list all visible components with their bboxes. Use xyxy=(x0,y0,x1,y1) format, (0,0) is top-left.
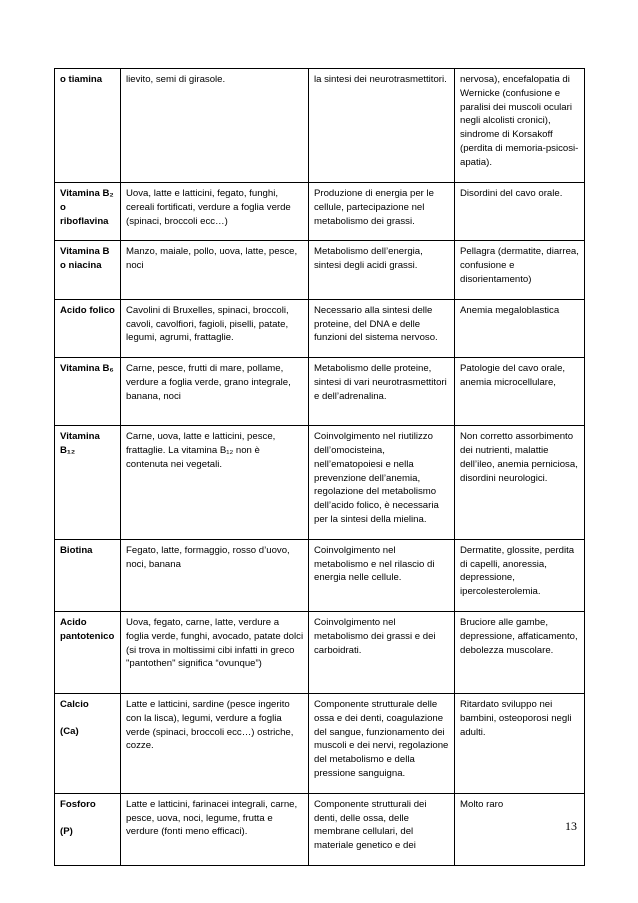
table-row xyxy=(55,241,585,299)
function-cell: la sintesi dei neurotrasmettitori. xyxy=(309,69,455,183)
nutrient-name: Vitamina B₆ xyxy=(60,363,114,375)
table-row xyxy=(55,693,585,793)
nutrient-name: Fosforo xyxy=(60,798,96,810)
food-sources-cell: lievito, semi di girasole. xyxy=(121,69,309,183)
nutrient-name-cell xyxy=(55,693,121,793)
table-row xyxy=(55,69,585,183)
function-cell: Produzione di energia per le cellule, partecipazione nel metabolismo dei grassi. xyxy=(309,183,455,241)
nutrient-name: B₁₂ xyxy=(60,444,76,456)
nutrient-name-cell xyxy=(55,358,121,426)
nutrient-name: riboflavina xyxy=(60,215,109,227)
function-cell: Metabolismo delle proteine, sintesi di vari neurotrasmettitori e dell’adrenalina. xyxy=(309,358,455,426)
table-row xyxy=(55,539,585,611)
nutrient-name-cell xyxy=(55,611,121,693)
nutrient-name: Acido folico xyxy=(60,304,115,316)
nutrient-name: Vitamina xyxy=(60,431,100,443)
nutrient-name: o niacina xyxy=(60,260,102,272)
nutrient-name: Vitamina B xyxy=(60,246,110,258)
deficiency-cell: Ritardato sviluppo nei bambini, osteoporosi negli adulti. xyxy=(455,693,585,793)
food-sources-cell: Carne, uova, latte e latticini, pesce, frattaglie. La vitamina B₁₂ non è contenuta nei vegetali. xyxy=(121,426,309,540)
deficiency-cell: Non corretto assorbimento dei nutrienti, malattie dell’ileo, anemia perniciosa, disordini neurologici. xyxy=(455,426,585,540)
function-cell: Metabolismo dell’energia, sintesi degli acidi grassi. xyxy=(309,241,455,299)
food-sources-cell: Latte e latticini, farinacei integrali, carne, pesce, uova, noci, legume, frutta e verdure (fonti meno efficaci). xyxy=(121,793,309,865)
nutrient-name: Biotina xyxy=(60,544,93,556)
deficiency-cell: Bruciore alle gambe, depressione, affaticamento, debolezza muscolare. xyxy=(455,611,585,693)
nutrient-table-body xyxy=(55,69,585,866)
function-cell: Coinvolgimento nel metabolismo e nel rilascio di energia nelle cellule. xyxy=(309,539,455,611)
table-row xyxy=(55,426,585,540)
deficiency-cell: nervosa), encefalopatia di Wernicke (confusione e paralisi dei muscoli oculari negli alcolisti cronici), sindrome di Korsakoff (perdita di memoria-psicosi-apatia). xyxy=(455,69,585,183)
deficiency-cell: Dermatite, glossite, perdita di capelli, anoressia, depressione, ipercolesterolemia. xyxy=(455,539,585,611)
food-sources-cell: Fegato, latte, formaggio, rosso d’uovo, noci, banana xyxy=(121,539,309,611)
nutrient-name-cell xyxy=(55,69,121,183)
food-sources-cell: Cavolini di Bruxelles, spinaci, broccoli, cavoli, cavolfiori, fagioli, piselli, patate, legumi, agrumi, frattaglie. xyxy=(121,299,309,357)
food-sources-cell: Uova, latte e latticini, fegato, funghi, cereali fortificati, verdure a foglia verde (spinaci, broccoli ecc…) xyxy=(121,183,309,241)
function-cell: Coinvolgimento nel riutilizzo dell’omocisteina, nell’ematopoiesi e nella prevenzione dell’anemia, regolazione del metabolismo dell’acido folico, è necessaria per la sintesi della mielina. xyxy=(309,426,455,540)
nutrient-name: Acido xyxy=(60,616,87,628)
deficiency-cell: Molto raro xyxy=(455,793,585,865)
function-cell: Componente strutturale delle ossa e dei denti, coagulazione del sangue, funzionamento dei muscoli e dei nervi, regolazione del metabolismo e della pressione sanguigna. xyxy=(309,693,455,793)
nutrient-name-cell xyxy=(55,241,121,299)
deficiency-cell: Patologie del cavo orale, anemia microcellulare, xyxy=(455,358,585,426)
nutrient-name: o tiamina xyxy=(60,74,103,85)
nutrient-name-cell xyxy=(55,539,121,611)
table-row xyxy=(55,358,585,426)
page-number: 13 xyxy=(565,819,577,833)
food-sources-cell: Latte e latticini, sardine (pesce ingerito con la lisca), legumi, verdure a foglia verde (spinaci, broccoli ecc…) ostriche, cozze. xyxy=(121,693,309,793)
nutrient-table xyxy=(54,68,585,866)
line-spacer xyxy=(60,712,116,725)
nutrient-name-cell xyxy=(55,299,121,357)
function-cell: Coinvolgimento nel metabolismo dei grassi e dei carboidrati. xyxy=(309,611,455,693)
deficiency-cell: Pellagra (dermatite, diarrea, confusione e disorientamento) xyxy=(455,241,585,299)
table-row xyxy=(55,183,585,241)
nutrient-name-cell xyxy=(55,426,121,540)
deficiency-cell: Disordini del cavo orale. xyxy=(455,183,585,241)
food-sources-cell: Manzo, maiale, pollo, uova, latte, pesce, noci xyxy=(121,241,309,299)
nutrient-name-cell xyxy=(55,183,121,241)
nutrient-name: pantotenico xyxy=(60,630,115,642)
deficiency-cell: Anemia megaloblastica xyxy=(455,299,585,357)
food-sources-cell: Uova, fegato, carne, latte, verdure a foglia verde, funghi, avocado, patate dolci (si trova in moltissimi cibi infatti in greco "pantothen" significa “ovunque”) xyxy=(121,611,309,693)
table-row xyxy=(55,299,585,357)
function-cell: Componente strutturali dei denti, delle ossa, delle membrane cellulari, del materiale genetico e dei xyxy=(309,793,455,865)
function-cell: Necessario alla sintesi delle proteine, del DNA e delle funzioni del sistema nervoso. xyxy=(309,299,455,357)
table-row xyxy=(55,793,585,865)
nutrient-name-cell xyxy=(55,793,121,865)
food-sources-cell: Carne, pesce, frutti di mare, pollame, verdure a foglia verde, grano integrale, banana, noci xyxy=(121,358,309,426)
nutrient-name: Calcio xyxy=(60,698,89,710)
table-row xyxy=(55,611,585,693)
nutrient-name: (Ca) xyxy=(60,725,79,737)
nutrient-name: Vitamina B₂ xyxy=(60,188,114,199)
line-spacer xyxy=(60,812,116,825)
nutrient-name: o xyxy=(60,201,66,213)
nutrient-name: (P) xyxy=(60,825,73,837)
